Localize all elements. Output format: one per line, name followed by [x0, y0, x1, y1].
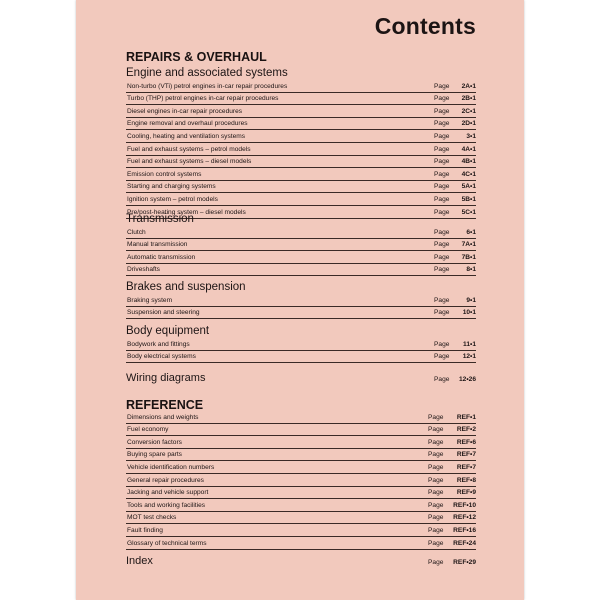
- toc-entry[interactable]: [126, 80, 476, 93]
- page-word: Page: [434, 170, 450, 178]
- page-number: 12•26: [459, 376, 476, 383]
- toc-entry-label: Conversion factors: [127, 438, 182, 446]
- page-word: Page: [428, 438, 444, 446]
- toc-entry-label: Emission control systems: [127, 170, 202, 178]
- body-entries: [126, 338, 476, 363]
- toc-entry[interactable]: [126, 294, 476, 307]
- page-word: Page: [428, 451, 444, 459]
- toc-entry-label: Ignition system – petrol models: [127, 195, 218, 203]
- page-number: REF•7: [456, 451, 476, 459]
- page-word: Page: [428, 463, 444, 471]
- page-word: Page: [428, 539, 444, 547]
- toc-entry[interactable]: [126, 436, 476, 449]
- index-row[interactable]: [126, 553, 476, 567]
- page-word: Page: [434, 253, 450, 261]
- page-number: 4C•1: [461, 170, 476, 178]
- toc-entry-label: Glossary of technical terms: [127, 539, 207, 547]
- page-number: 3•1: [466, 132, 476, 140]
- page-number: REF•9: [456, 489, 476, 497]
- toc-entry-label: Cooling, heating and ventilation systems: [127, 132, 246, 140]
- page-word: Page: [428, 559, 444, 566]
- page-number: 5C•1: [461, 208, 476, 216]
- page-word: Page: [434, 183, 450, 191]
- toc-entry[interactable]: [126, 118, 476, 131]
- page-word: Page: [428, 526, 444, 534]
- toc-entry[interactable]: [126, 105, 476, 118]
- page-number: 2A•1: [461, 82, 476, 90]
- page-word: Page: [428, 426, 444, 434]
- toc-entry-label: Clutch: [127, 228, 146, 236]
- page-word: Page: [434, 132, 450, 140]
- toc-entry[interactable]: [126, 239, 476, 252]
- toc-entry-label: Automatic transmission: [127, 253, 196, 261]
- page-word: Page: [434, 158, 450, 166]
- toc-entry-label: Fuel and exhaust systems – diesel models: [127, 158, 252, 166]
- toc-entry[interactable]: [126, 449, 476, 462]
- page-word: Page: [434, 241, 450, 249]
- page-number: 9•1: [466, 296, 476, 304]
- page-number: 5B•1: [461, 195, 476, 203]
- page-number: 7A•1: [461, 241, 476, 249]
- toc-entry[interactable]: [126, 338, 476, 351]
- toc-entry-label: Suspension and steering: [127, 309, 200, 317]
- page-number: REF•16: [453, 526, 476, 534]
- page-number: 2C•1: [461, 107, 476, 115]
- page-number: 4A•1: [461, 145, 476, 153]
- page-number: 11•1: [463, 340, 476, 348]
- page-number: 8•1: [466, 266, 476, 274]
- page-number: REF•2: [456, 426, 476, 434]
- toc-entry-label: Fault finding: [127, 526, 163, 534]
- page-word: Page: [434, 120, 450, 128]
- toc-entry-label: Starting and charging systems: [127, 183, 216, 191]
- toc-entry[interactable]: [126, 156, 476, 169]
- toc-entry[interactable]: [126, 264, 476, 277]
- toc-entry[interactable]: [126, 351, 476, 364]
- page-number: 5A•1: [461, 183, 476, 191]
- index-label: Index: [126, 555, 153, 567]
- group-transmission-title: Transmission: [126, 213, 194, 225]
- toc-entry[interactable]: [126, 512, 476, 525]
- toc-entry-label: MOT test checks: [127, 514, 177, 522]
- contents-page: [76, 0, 524, 600]
- toc-entry[interactable]: [126, 193, 476, 206]
- toc-entry-label: Dimensions and weights: [127, 413, 199, 421]
- group-body-title: Body equipment: [126, 325, 210, 337]
- page-word: Page: [434, 340, 450, 348]
- page-word: Page: [434, 208, 450, 216]
- page-word: Page: [434, 353, 450, 361]
- page-word: Page: [434, 145, 450, 153]
- toc-entry[interactable]: [126, 424, 476, 437]
- page-word: Page: [428, 476, 444, 484]
- page-number: 7B•1: [461, 253, 476, 261]
- toc-entry-label: Jacking and vehicle support: [127, 489, 209, 497]
- repairs-heading: REPAIRS & OVERHAUL: [126, 50, 267, 64]
- toc-entry-label: Fuel economy: [127, 426, 169, 434]
- toc-entry[interactable]: [126, 307, 476, 320]
- page-word: Page: [434, 95, 450, 103]
- toc-entry[interactable]: [126, 93, 476, 106]
- page-word: Page: [428, 489, 444, 497]
- page-word: Page: [434, 107, 450, 115]
- toc-entry[interactable]: [126, 461, 476, 474]
- page-number: REF•7: [456, 463, 476, 471]
- toc-entry-label: General repair procedures: [127, 476, 204, 484]
- page-number: 2D•1: [461, 120, 476, 128]
- toc-entry-label: Turbo (THP) petrol engines in-car repair procedures: [127, 95, 279, 103]
- toc-entry[interactable]: [126, 487, 476, 500]
- toc-entry[interactable]: [126, 226, 476, 239]
- page-word: Page: [434, 266, 450, 274]
- page-number: REF•8: [456, 476, 476, 484]
- page-number: 6•1: [466, 228, 476, 236]
- page-number: REF•24: [453, 539, 476, 547]
- page-number: 12•1: [462, 353, 476, 361]
- wiring-label: Wiring diagrams: [126, 372, 206, 384]
- toc-entry[interactable]: [126, 537, 476, 550]
- toc-entry-label: Non-turbo (VTi) petrol engines in-car repair procedures: [127, 82, 288, 90]
- page-number: REF•12: [453, 514, 476, 522]
- page-word: Page: [434, 228, 450, 236]
- brakes-entries: [126, 294, 476, 319]
- toc-entry-label: Braking system: [127, 296, 173, 304]
- toc-entry-label: Manual transmission: [127, 241, 188, 249]
- toc-entry-label: Buying spare parts: [127, 451, 182, 459]
- toc-entry-label: Fuel and exhaust systems – petrol models: [127, 145, 251, 153]
- toc-entry[interactable]: [126, 411, 476, 424]
- toc-entry-label: Diesel engines in-car repair procedures: [127, 107, 243, 115]
- page-word: Page: [428, 514, 444, 522]
- reference-entries: [126, 411, 476, 550]
- page-title: Contents: [374, 13, 476, 39]
- page-word: Page: [434, 309, 450, 317]
- engine-entries: [126, 80, 476, 219]
- toc-entry[interactable]: [126, 499, 476, 512]
- page-word: Page: [434, 296, 450, 304]
- toc-entry-label: Engine removal and overhaul procedures: [127, 120, 248, 128]
- page-word: Page: [428, 413, 444, 421]
- toc-entry-label: Body electrical systems: [127, 353, 196, 361]
- toc-entry-label: Driveshafts: [127, 266, 160, 274]
- toc-entry[interactable]: [126, 181, 476, 194]
- wiring-row[interactable]: [126, 370, 476, 384]
- page-number: REF•6: [456, 438, 476, 446]
- toc-entry-label: Bodywork and fittings: [127, 340, 190, 348]
- toc-entry[interactable]: [126, 251, 476, 264]
- toc-entry-label: Tools and working facilities: [127, 501, 206, 509]
- page-word: Page: [428, 501, 444, 509]
- toc-entry-label: Vehicle identification numbers: [127, 463, 215, 471]
- toc-entry[interactable]: [126, 130, 476, 143]
- page-word: Page: [434, 376, 450, 383]
- toc-entry[interactable]: [126, 474, 476, 487]
- transmission-entries: [126, 226, 476, 276]
- group-brakes-title: Brakes and suspension: [126, 281, 246, 293]
- page-number: REF•29: [453, 559, 476, 566]
- page-number: 10•1: [462, 309, 476, 317]
- toc-entry[interactable]: [126, 168, 476, 181]
- page-word: Page: [434, 82, 450, 90]
- page-number: 2B•1: [461, 95, 476, 103]
- group-engine-title: Engine and associated systems: [126, 67, 288, 79]
- toc-entry[interactable]: [126, 143, 476, 156]
- page-number: 4B•1: [461, 158, 476, 166]
- toc-entry-label: Pre/post-heating system – diesel models: [127, 208, 246, 216]
- page-word: Page: [434, 195, 450, 203]
- page-number: REF•1: [456, 413, 476, 421]
- page-number: REF•10: [453, 501, 476, 509]
- toc-entry[interactable]: [126, 524, 476, 537]
- reference-heading: REFERENCE: [126, 398, 204, 412]
